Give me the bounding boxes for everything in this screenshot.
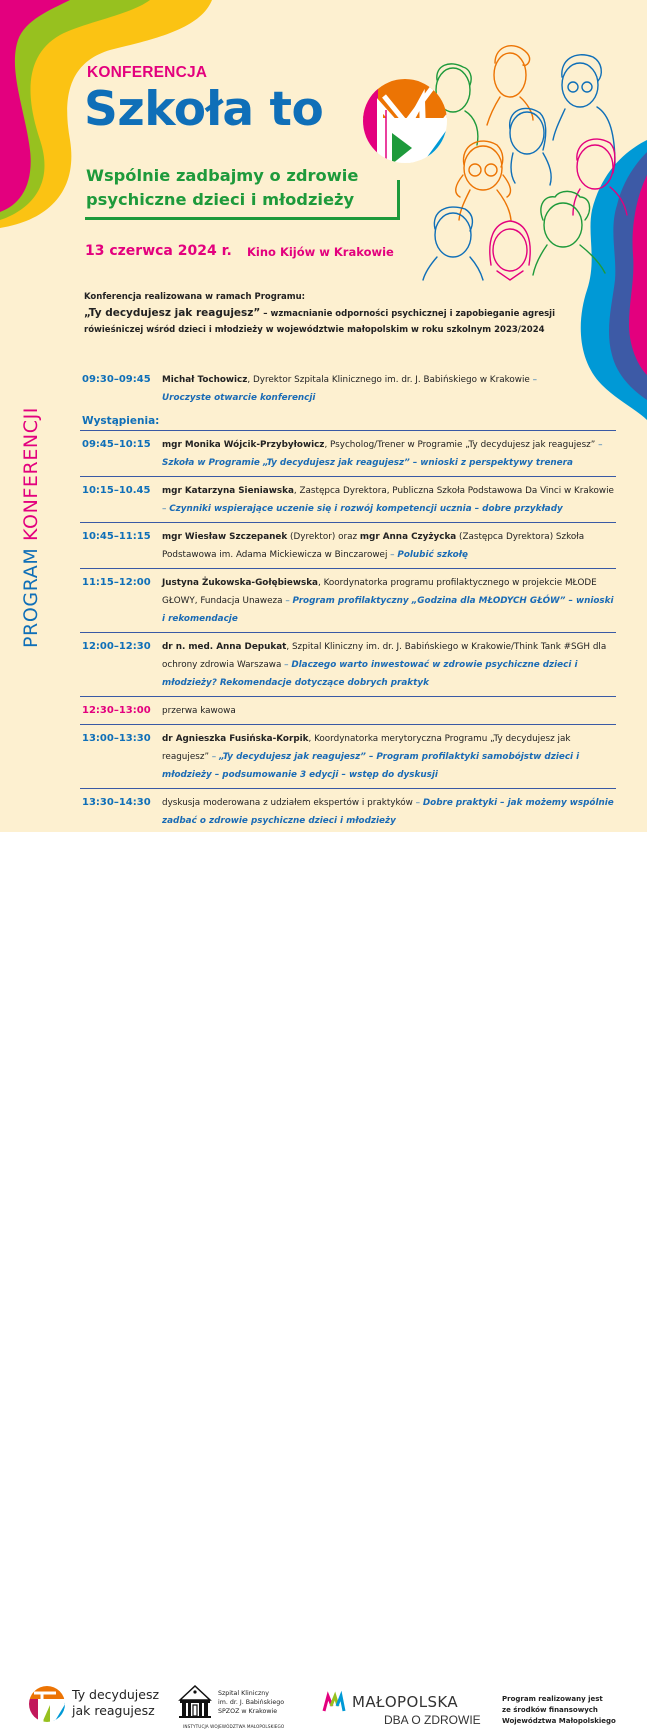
agenda-time: 13:00–13:30 — [82, 733, 151, 744]
speaker-role: (Dyrektor) oraz — [287, 532, 360, 542]
footer-logos — [0, 832, 647, 1729]
funding-line-2: ze środków finansowych — [502, 1706, 598, 1714]
program-logo-icon — [28, 1685, 66, 1723]
program-logo-text — [72, 1687, 159, 1719]
agenda-row-opening — [80, 368, 616, 411]
agenda-desc: przerwa kawowa — [162, 706, 236, 716]
hospital-subtitle: INSTYTUCJA WOJEWÓDZTWA MAŁOPOLSKIEGO — [183, 1724, 285, 1729]
event-subtitle — [86, 164, 358, 212]
dash: – — [595, 440, 603, 450]
agenda-time: 12:00–12:30 — [82, 641, 151, 652]
agenda-row — [80, 431, 616, 477]
hospital-line-1: Szpital Kliniczny — [218, 1690, 269, 1697]
agenda-row — [80, 633, 616, 697]
agenda-desc — [162, 436, 616, 472]
agenda-time: 11:15–12:00 — [82, 577, 151, 588]
speaker-affiliation: , Zastępca Dyrektora, Publiczna Szkoła Podstawowa Da Vinci w Krakowie — [293, 486, 614, 496]
dash: – — [529, 375, 538, 385]
talk-topic: Uroczyste otwarcie konferencji — [162, 393, 316, 403]
agenda-time: 12:30–13:00 — [82, 705, 151, 716]
speaker-affiliation: , Szpital Kliniczny im. dr. J. Babińskiego w Krakowie/Think Tank #SGH dla ochrony zdrowia Warszawa — [162, 642, 607, 670]
funding-line-1: Program realizowany jest — [502, 1695, 603, 1703]
agenda-time: 09:30–09:45 — [82, 374, 151, 385]
dash: – — [282, 596, 293, 606]
program-logo-line-1: Ty decydujesz — [72, 1687, 160, 1702]
speaker-name: mgr Wiesław Szczepanek — [162, 532, 288, 542]
dash: – — [209, 752, 219, 762]
side-label-konferencji: KONFERENCJI — [20, 406, 42, 541]
agenda-row — [80, 725, 616, 789]
agenda-row — [80, 523, 616, 569]
agenda-desc — [162, 371, 616, 407]
subtitle-underline — [85, 217, 399, 220]
section-heading-talks: Wystąpienia: — [80, 411, 616, 431]
agenda-time: 09:45–10:15 — [82, 439, 151, 450]
event-date: 13 czerwca 2024 r. — [85, 243, 232, 259]
event-type-label: KONFERENCJA — [87, 64, 208, 81]
subtitle-line-1: Wspólnie zadbajmy o zdrowie — [86, 166, 359, 185]
talk-topic: Dobre praktyki – jak możemy wspólnie zadbać o zdrowie psychiczne dzieci i młodzieży — [162, 798, 614, 826]
dash: – — [162, 504, 170, 514]
speaker-affiliation: (Zastępca Dyrektora) Szkoła Podstawowa im. Adama Mickiewicza w Binczarowej — [162, 532, 585, 560]
agenda-desc — [162, 528, 616, 564]
talk-topic: Szkoła w Programie „Ty decydujesz jak reagujesz” – wnioski z perspektywy trenera — [162, 458, 573, 468]
agenda-time: 10:45–11:15 — [82, 531, 151, 542]
agenda-desc — [162, 730, 616, 784]
intro-line-1: Konferencja realizowana w ramach Programu: — [84, 292, 306, 302]
talk-topic: Polubić szkołę — [397, 550, 468, 560]
speaker-name: mgr Katarzyna Sieniawska — [162, 486, 294, 496]
program-side-label — [20, 407, 42, 648]
dash: – — [281, 660, 292, 670]
intro-line-2 — [84, 305, 584, 322]
funding-line-3: Województwa Małopolskiego — [502, 1717, 616, 1725]
speaker-name: mgr Monika Wójcik-Przybyłowicz — [162, 440, 325, 450]
subtitle-line-2: psychiczne dzieci i młodzieży — [86, 190, 355, 209]
event-venue: Kino Kijów w Krakowie — [247, 245, 394, 259]
agenda — [80, 368, 616, 862]
speaker-name-2: mgr Anna Czyżycka — [359, 532, 457, 542]
hospital-building-icon — [178, 1684, 212, 1718]
agenda-row-break — [80, 697, 616, 725]
speaker-affiliation: , Koordynatorka programu profilaktycznego w projekcie MŁODE GŁOWY, Fundacja Unaweza — [162, 578, 597, 606]
hospital-name — [218, 1689, 284, 1716]
agenda-row-discussion — [80, 789, 616, 835]
talk-topic: Dlaczego warto inwestować w zdrowie psychiczne dzieci i młodzieży? Rekomendacje dotyczące dobrych praktyk — [162, 660, 578, 688]
dash: – — [412, 798, 423, 808]
side-label-program: PROGRAM — [20, 541, 42, 648]
agenda-desc — [162, 638, 616, 692]
agenda-desc — [162, 574, 616, 628]
agenda-time: 13:30–14:30 — [82, 797, 151, 808]
people-illustration — [415, 25, 640, 280]
hospital-line-2: im. dr. J. Babińskiego — [218, 1699, 285, 1706]
dash: – — [387, 550, 398, 560]
speaker-affiliation: , Psycholog/Trener w Programie „Ty decydujesz jak reagujesz” — [324, 440, 596, 450]
program-m-logo — [362, 78, 448, 164]
hospital-line-3: SPZOZ w Krakowie — [218, 1708, 278, 1715]
speaker-affiliation: , Dyrektor Szpitala Klinicznego im. dr. J. Babińskiego w Krakowie — [247, 375, 530, 385]
intro-line-3: rówieśniczej wśród dzieci i młodzieży w województwie małopolskim w roku szkolnym 2023/2024 — [84, 325, 545, 335]
program-logo-line-2: jak reagujesz — [72, 1703, 155, 1718]
malopolska-logo-icon — [322, 1694, 346, 1712]
speaker-name: Michał Tochowicz — [162, 375, 248, 385]
agenda-time: 10:15–10.45 — [82, 485, 151, 496]
funding-note — [502, 1694, 616, 1727]
event-title: Szkoła to — [84, 82, 324, 137]
session-text: dyskusja moderowana z udziałem ekspertów i praktyków — [162, 798, 413, 808]
speaker-name: dr Agnieszka Fusińska-Korpik — [162, 734, 309, 744]
agenda-row — [80, 569, 616, 633]
intro-line-2-text: – wzmacnianie odporności psychicznej i zapobieganie agresji — [260, 309, 555, 319]
program-name: „Ty decydujesz jak reagujesz” — [84, 307, 261, 319]
talk-topic: „Ty decydujesz jak reagujesz” – Program profilaktyki samobójstw dzieci i młodzieży – podsumowanie 3 edycji – wstęp do dyskusji — [162, 752, 580, 780]
subtitle-rule-vertical — [397, 180, 400, 220]
talk-topic: Program profilaktyczny „Godzina dla MŁODYCH GŁÓW” – wnioski i rekomendacje — [162, 596, 614, 624]
malopolska-title: MAŁOPOLSKA — [352, 1693, 459, 1711]
malopolska-subtitle: DBA O ZDROWIE — [384, 1713, 481, 1727]
agenda-desc — [162, 482, 616, 518]
poster — [0, 0, 647, 832]
agenda-desc — [162, 794, 616, 830]
program-intro — [84, 289, 584, 338]
speaker-name: dr n. med. Anna Depukat — [162, 642, 287, 652]
speaker-name: Justyna Żukowska-Gołębiewska — [162, 578, 318, 588]
talk-topic: Czynniki wspierające uczenie się i rozwój kompetencji ucznia – dobre przykłady — [169, 504, 563, 514]
agenda-row — [80, 477, 616, 523]
speaker-affiliation: , Koordynatorka merytoryczna Programu „Ty decydujesz jak reagujesz” — [162, 734, 571, 762]
